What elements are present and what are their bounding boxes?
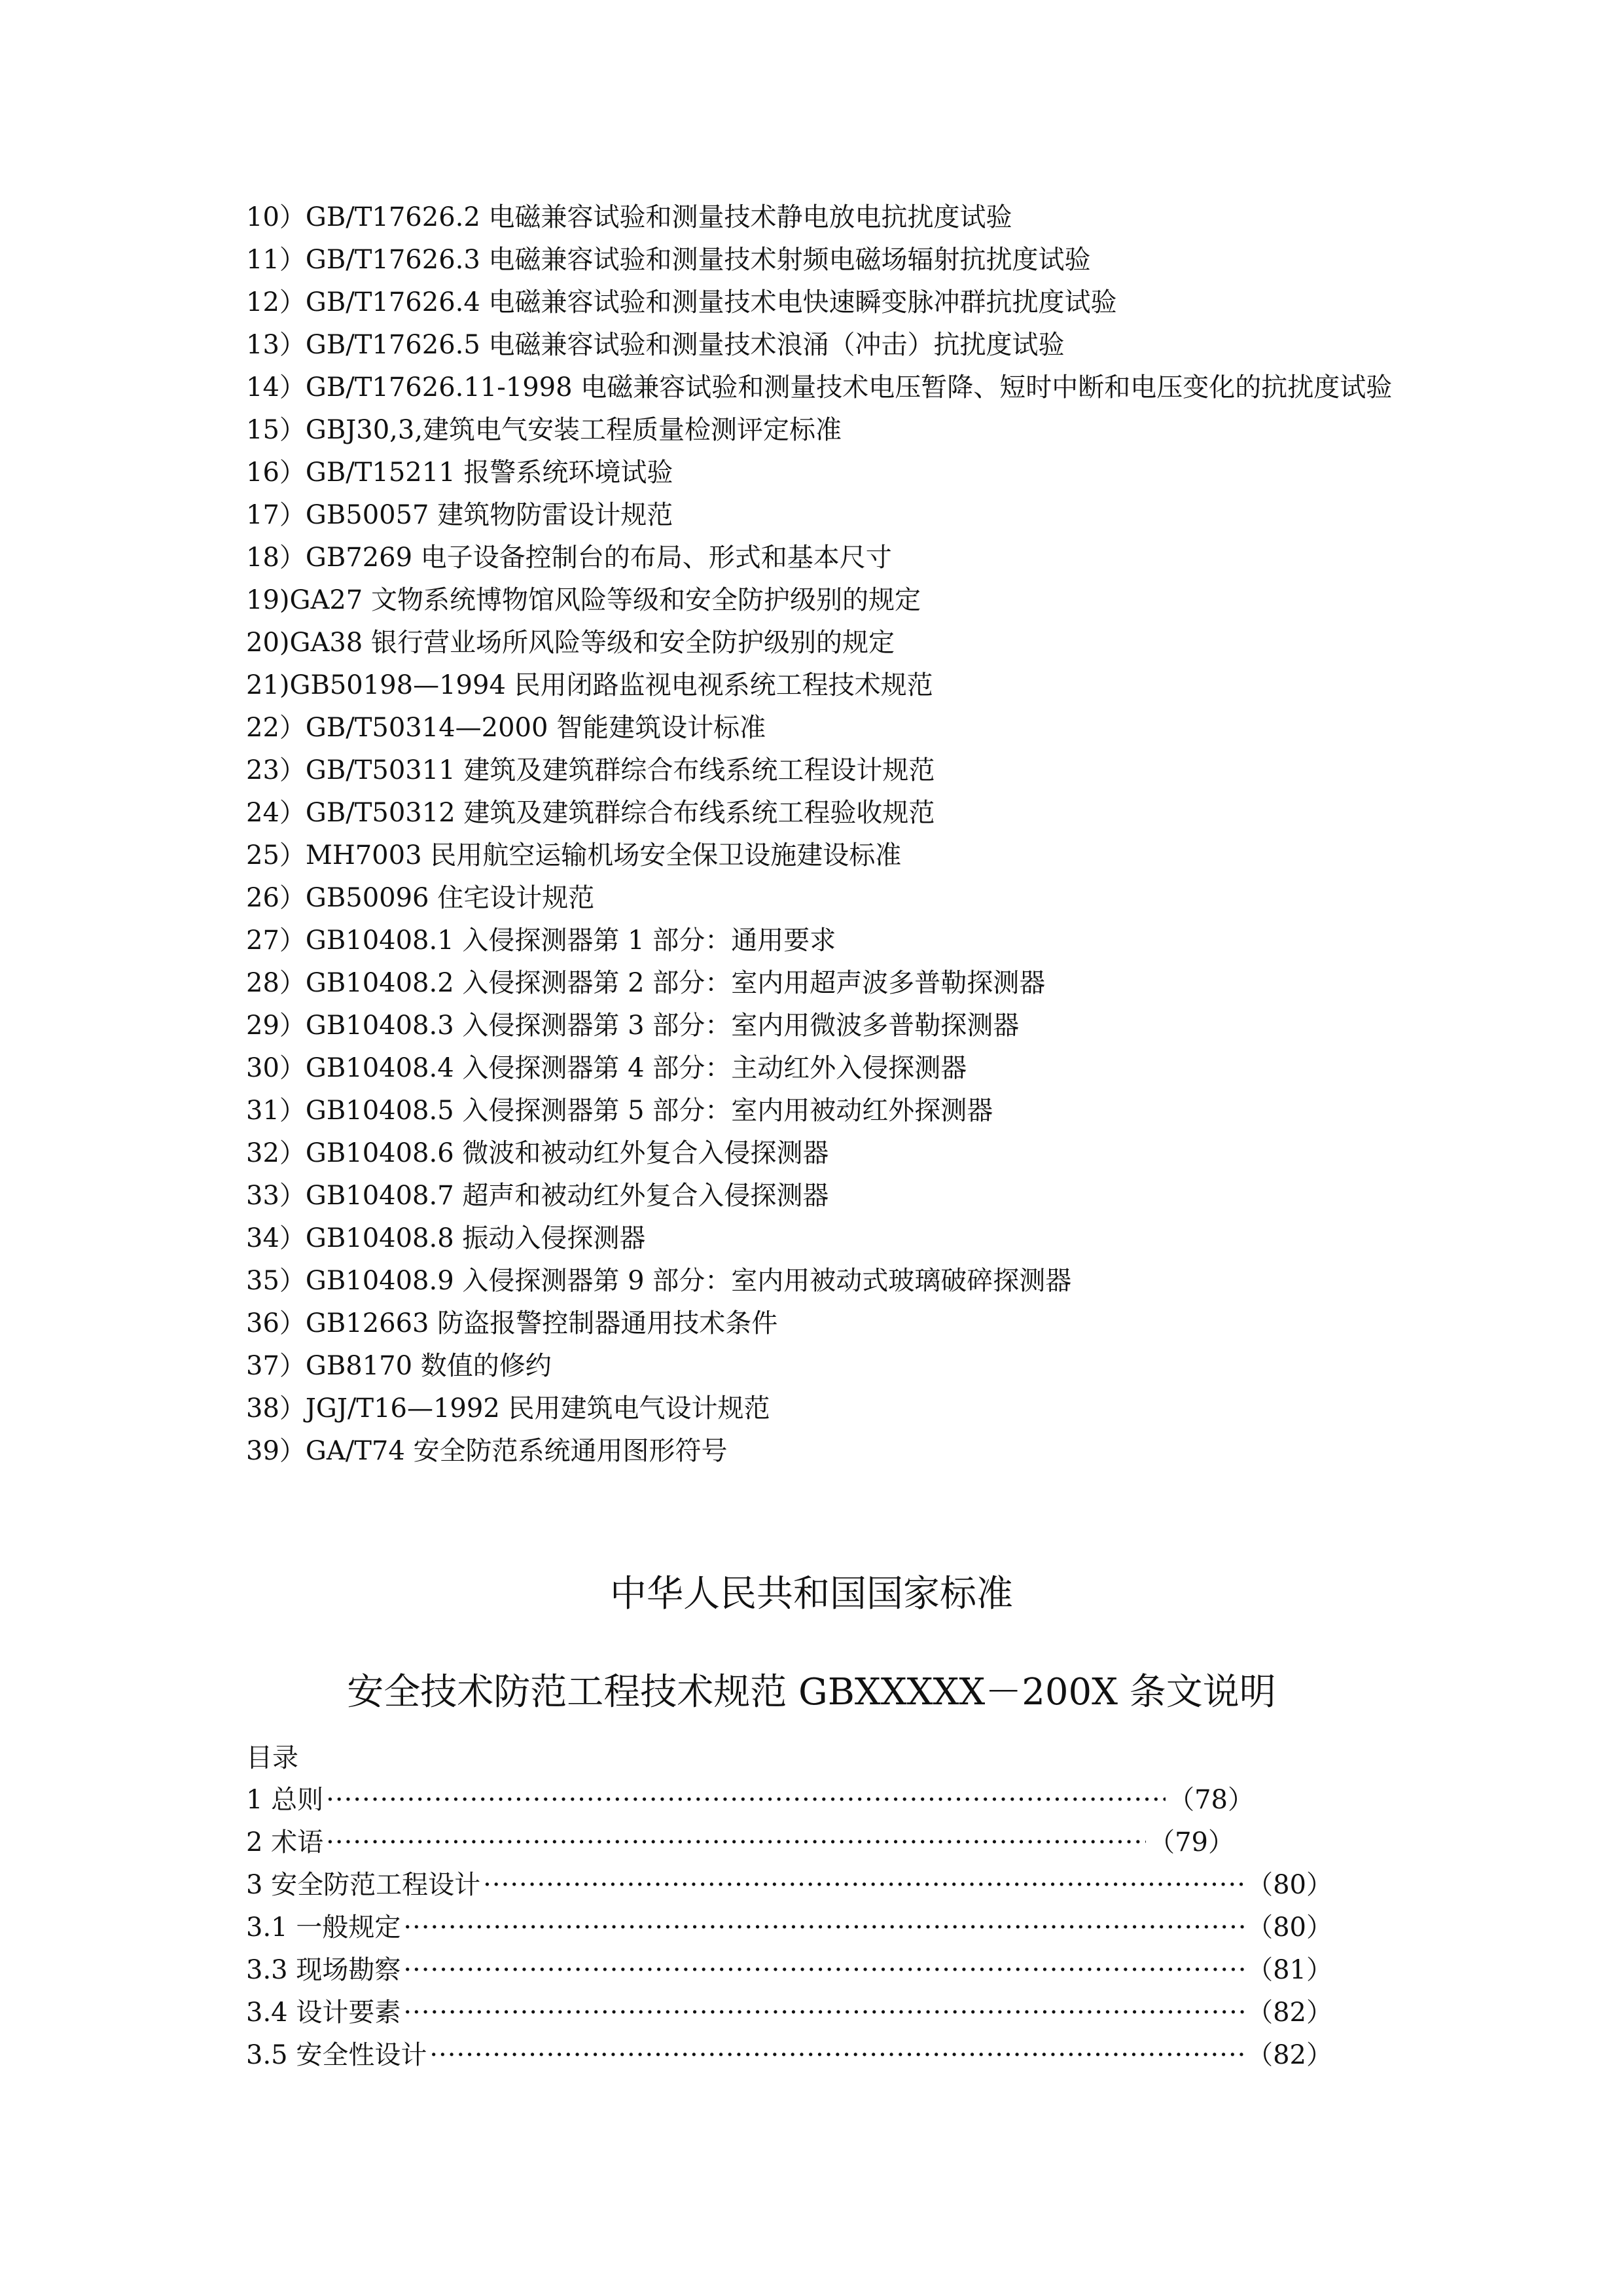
reference-item: 13）GB/T17626.5 电磁兼容试验和测量技术浪涌（冲击）抗扰度试验 bbox=[246, 330, 1065, 360]
toc-entry-label: 3.5 安全性设计 bbox=[246, 2040, 427, 2070]
toc-entry-page: （80） bbox=[1247, 1870, 1332, 1900]
toc-entry-page: （82） bbox=[1247, 1998, 1332, 2028]
toc-dot-leader bbox=[326, 1821, 1146, 1864]
reference-item: 23）GB/T50311 建筑及建筑群综合布线系统工程设计规范 bbox=[246, 755, 935, 785]
reference-item: 33）GB10408.7 超声和被动红外复合入侵探测器 bbox=[246, 1181, 829, 1211]
reference-item: 17）GB50057 建筑物防雷设计规范 bbox=[246, 500, 673, 530]
reference-item: 29）GB10408.3 入侵探测器第 3 部分：室内用微波多普勒探测器 bbox=[246, 1011, 1020, 1041]
toc-entry-page: （80） bbox=[1247, 1912, 1332, 1943]
reference-item: 20)GA38 银行营业场所风险等级和安全防护级别的规定 bbox=[246, 628, 895, 658]
toc-entry[interactable] bbox=[246, 1864, 1332, 1907]
toc-entry-label: 3.4 设计要素 bbox=[246, 1998, 401, 2028]
toc-entry[interactable] bbox=[246, 1907, 1332, 1949]
toc-entry[interactable] bbox=[246, 2034, 1332, 2077]
toc-entry-label: 3.1 一般规定 bbox=[246, 1912, 401, 1943]
toc-entry-label: 3.3 现场勘察 bbox=[246, 1955, 401, 1985]
toc-entry-page: （82） bbox=[1247, 2040, 1332, 2070]
reference-item: 34）GB10408.8 振动入侵探测器 bbox=[246, 1223, 646, 1253]
reference-item: 15）GBJ30,3,建筑电气安装工程质量检测评定标准 bbox=[246, 415, 842, 445]
reference-item: 37）GB8170 数值的修约 bbox=[246, 1351, 552, 1381]
reference-item: 21)GB50198—1994 民用闭路监视电视系统工程技术规范 bbox=[246, 670, 933, 700]
toc-entry[interactable] bbox=[246, 1821, 1234, 1864]
reference-item: 19)GA27 文物系统博物馆风险等级和安全防护级别的规定 bbox=[246, 585, 921, 615]
reference-item: 10）GB/T17626.2 电磁兼容试验和测量技术静电放电抗扰度试验 bbox=[246, 202, 1012, 232]
reference-item: 25）MH7003 民用航空运输机场安全保卫设施建设标准 bbox=[246, 840, 902, 870]
reference-item: 22）GB/T50314—2000 智能建筑设计标准 bbox=[246, 713, 766, 743]
reference-list bbox=[246, 196, 1398, 1473]
toc-entry[interactable] bbox=[246, 1992, 1332, 2034]
standard-title: 中华人民共和国国家标准 bbox=[610, 1573, 1013, 1615]
toc-entry-page: （81） bbox=[1247, 1955, 1332, 1985]
reference-item: 16）GB/T15211 报警系统环境试验 bbox=[246, 457, 673, 488]
document-subtitle: 安全技术防范工程技术规范 GBXXXXX－200X 条文说明 bbox=[347, 1671, 1276, 1713]
reference-item: 36）GB12663 防盗报警控制器通用技术条件 bbox=[246, 1308, 778, 1338]
reference-item: 24）GB/T50312 建筑及建筑群综合布线系统工程验收规范 bbox=[246, 798, 935, 828]
reference-item: 30）GB10408.4 入侵探测器第 4 部分：主动红外入侵探测器 bbox=[246, 1053, 967, 1083]
toc-entry-label: 3 安全防范工程设计 bbox=[246, 1870, 481, 1900]
reference-item: 39）GA/T74 安全防范系统通用图形符号 bbox=[246, 1436, 728, 1466]
toc-entry[interactable] bbox=[246, 1949, 1332, 1992]
toc-dot-leader bbox=[326, 1779, 1166, 1821]
toc-entry-page: （79） bbox=[1149, 1827, 1234, 1857]
reference-item: 12）GB/T17626.4 电磁兼容试验和测量技术电快速瞬变脉冲群抗扰度试验 bbox=[246, 287, 1117, 317]
reference-item: 31）GB10408.5 入侵探测器第 5 部分：室内用被动红外探测器 bbox=[246, 1096, 993, 1126]
toc-entry[interactable] bbox=[246, 1779, 1254, 1821]
reference-item: 35）GB10408.9 入侵探测器第 9 部分：室内用被动式玻璃破碎探测器 bbox=[246, 1266, 1072, 1296]
reference-item: 11）GB/T17626.3 电磁兼容试验和测量技术射频电磁场辐射抗扰度试验 bbox=[246, 245, 1091, 275]
reference-item: 27）GB10408.1 入侵探测器第 1 部分：通用要求 bbox=[246, 925, 836, 956]
reference-item: 28）GB10408.2 入侵探测器第 2 部分：室内用超声波多普勒探测器 bbox=[246, 968, 1046, 998]
toc-entry-label: 1 总则 bbox=[246, 1785, 324, 1815]
reference-item: 38）JGJ/T16—1992 民用建筑电气设计规范 bbox=[246, 1393, 770, 1424]
reference-item: 26）GB50096 住宅设计规范 bbox=[246, 883, 595, 913]
toc-dot-leader bbox=[483, 1864, 1244, 1907]
toc-dot-leader bbox=[429, 2034, 1244, 2077]
reference-item: 14）GB/T17626.11-1998 电磁兼容试验和测量技术电压暂降、短时中断和电压变化的抗扰度试验 bbox=[246, 372, 1393, 403]
toc-dot-leader bbox=[403, 1907, 1244, 1949]
table-of-contents bbox=[246, 1779, 1332, 2077]
reference-item: 32）GB10408.6 微波和被动红外复合入侵探测器 bbox=[246, 1138, 829, 1168]
toc-dot-leader bbox=[403, 1992, 1244, 2034]
toc-title: 目录 bbox=[246, 1743, 298, 1773]
toc-entry-label: 2 术语 bbox=[246, 1827, 324, 1857]
reference-item: 18）GB7269 电子设备控制台的布局、形式和基本尺寸 bbox=[246, 543, 892, 573]
toc-dot-leader bbox=[403, 1949, 1244, 1992]
toc-entry-page: （78） bbox=[1168, 1785, 1254, 1815]
